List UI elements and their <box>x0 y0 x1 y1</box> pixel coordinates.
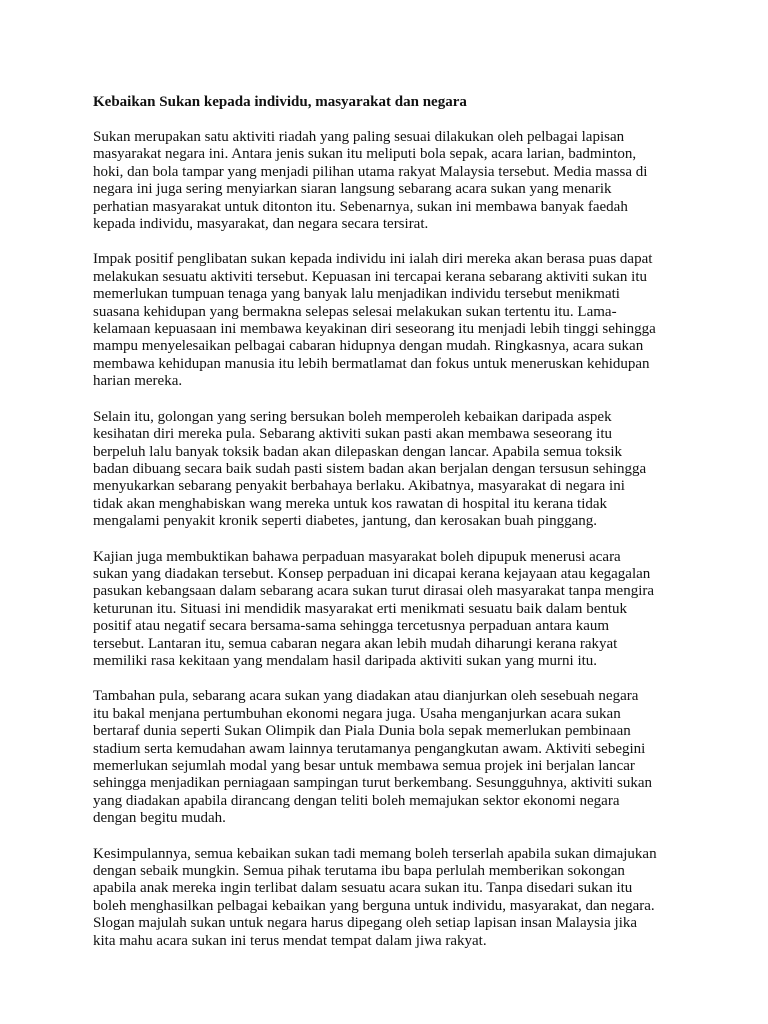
text-line: Impak positif penglibatan sukan kepada individu ini ialah diri mereka akan berasa puas dapat <box>93 251 653 268</box>
text-line: suasana kehidupan yang bermakna selepas selesai melakukan sukan tertentu itu. Lama- <box>93 303 617 320</box>
text-line: menyukarkan sebarang penyakit berbahaya berlaku. Akibatnya, masyarakat di negara ini <box>93 478 625 495</box>
text-line: Slogan majulah sukan untuk negara harus dipegang oleh setiap lapisan insan Malaysia jika <box>93 915 638 932</box>
text-line: dengan begitu mudah. <box>93 810 226 827</box>
text-line: mengalami penyakit kronik seperti diabetes, jantung, dan kerosakan buah pinggang. <box>93 513 598 530</box>
paragraph-conclusion <box>93 846 688 950</box>
text-line: kelamaan kepuasaan ini membawa keyakinan diri seseorang itu menjadi lebih tinggi sehingga <box>93 321 656 338</box>
text-line: memiliki rasa kekitaan yang mendalam hasil daripada aktiviti sukan yang murni itu. <box>93 652 598 669</box>
text-line: mampu menyelesaikan pelbagai cabaran hidupnya dengan mudah. Ringkasnya, acara sukan <box>93 338 644 355</box>
text-line: membawa kehidupan manusia itu lebih bermatlamat dan fokus untuk meneruskan kehidupan <box>93 355 650 372</box>
paragraph-health <box>93 409 688 531</box>
document-title: Kebaikan Sukan kepada individu, masyarakat dan negara <box>93 94 467 110</box>
text-line: boleh menghasilkan pelbagai kebaikan yang berguna untuk individu, masyarakat, dan negara. <box>93 897 655 914</box>
text-line: sukan yang diadakan tersebut. Konsep perpaduan ini dicapai kerana kejayaan atau kegagalan <box>93 565 651 582</box>
text-line: pasukan kebangsaan dalam sebarang acara sukan turut dirasai oleh masyarakat tanpa mengira <box>93 583 655 600</box>
text-line: berpeluh lalu banyak toksik badan akan dilepaskan dengan lancar. Apabila semua toksik <box>93 443 623 460</box>
text-line: negara ini juga sering menyiarkan siaran langsung sebarang acara sukan yang menarik <box>93 181 612 198</box>
text-line: positif atau negatif secara bersama-sama sehingga tercetusnya perpaduan antara kaum <box>93 618 610 635</box>
text-line: badan dibuang secara baik sudah pasti sistem badan akan berjalan dengan tersusun sehingga <box>93 460 647 477</box>
text-line: harian mereka. <box>93 373 183 390</box>
paragraph-unity <box>93 549 688 671</box>
text-line: Tambahan pula, sebarang acara sukan yang diadakan atau dianjurkan oleh sesebuah negara <box>93 688 639 705</box>
text-line: Sukan merupakan satu aktiviti riadah yang paling sesuai dilakukan oleh pelbagai lapisan <box>93 129 625 145</box>
text-line: Selain itu, golongan yang sering bersukan boleh memperoleh kebaikan daripada aspek <box>93 408 612 425</box>
text-line: memerlukan sejumlah modal yang besar untuk membawa semua projek ini berjalan lancar <box>93 758 635 774</box>
paragraph-intro <box>93 129 688 233</box>
text-line: stadium serta kemudahan awam lainnya terutamanya pengangkutan awam. Aktiviti sebegini <box>93 740 646 757</box>
text-line: tidak akan menghabiskan wang mereka untuk kos rawatan di hospital itu kerana tidak <box>93 495 608 512</box>
text-line: sehingga menjadikan perniagaan sampingan turut berkembang. Sesungguhnya, aktiviti sukan <box>93 775 653 792</box>
text-line: kepada individu, masyarakat, dan negara secara tersirat. <box>93 216 429 233</box>
text-line: hoki, dan bola tampar yang menjadi pilihan utama rakyat Malaysia tersebut. Media massa di <box>93 163 648 180</box>
text-line: tersebut. Lantaran itu, semua cabaran negara akan lebih mudah diharungi kerana rakyat <box>93 635 618 652</box>
paragraph-individual <box>93 251 688 390</box>
text-line: melakukan sesuatu aktiviti tersebut. Kepuasan ini tercapai kerana sebarang aktiviti sukan itu <box>93 268 647 285</box>
text-line: bertaraf dunia seperti Sukan Olimpik dan Piala Dunia bola sepak memerlukan pembinaan <box>93 723 631 740</box>
text-line: apabila anak mereka ingin terlibat dalam sesuatu acara sukan itu. Tanpa disedari sukan itu <box>93 880 633 897</box>
text-line: masyarakat negara ini. Antara jenis sukan itu meliputi bola sepak, acara larian, badminton, <box>93 146 637 163</box>
text-line: yang diadakan apabila dirancang dengan teliti boleh memajukan sektor ekonomi negara <box>93 792 620 809</box>
text-line: kita mahu acara sukan ini terus mendat tempat dalam jiwa rakyat. <box>93 932 487 949</box>
text-line: Kesimpulannya, semua kebaikan sukan tadi memang boleh terserlah apabila sukan dimajukan <box>93 845 657 862</box>
text-line: keturunan itu. Situasi ini mendidik masyarakat erti menikmati sesuatu baik dalam bentuk <box>93 600 628 617</box>
text-line: itu bakal menjana pertumbuhan ekonomi negara juga. Usaha menganjurkan acara sukan <box>93 705 621 722</box>
paragraph-economy <box>93 688 688 827</box>
text-line: Kajian juga membuktikan bahawa perpaduan masyarakat boleh dipupuk menerusi acara <box>93 548 621 565</box>
text-line: kesihatan diri mereka pula. Sebarang aktiviti sukan pasti akan membawa seseorang itu <box>93 426 613 443</box>
text-line: perhatian masyarakat untuk ditonton itu. Sebenarnya, sukan ini membawa banyak faedah <box>93 198 628 215</box>
text-line: memerlukan tumpuan tenaga yang banyak lalu menjadikan individu tersebut menikmati <box>93 286 620 303</box>
text-line: dengan sebaik mungkin. Semua pihak terutama ibu bapa perlulah memberikan sokongan <box>93 863 625 880</box>
